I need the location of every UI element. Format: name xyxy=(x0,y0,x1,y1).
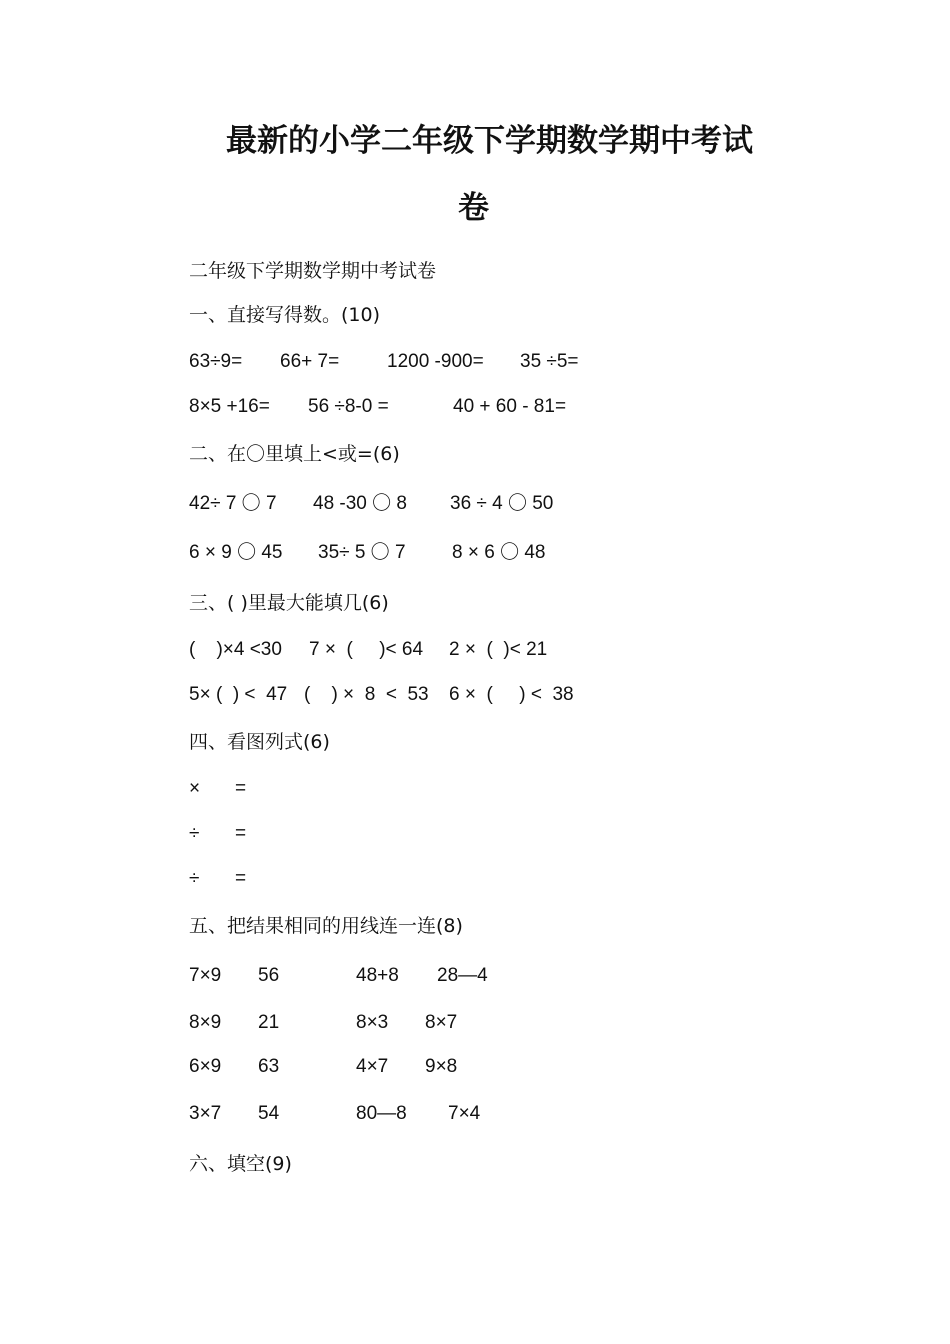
section-3-row-2 xyxy=(189,683,789,707)
blank-problem: 5× ( ) < 47 xyxy=(189,684,288,705)
match-item: 8×9 xyxy=(189,1012,222,1033)
section-2-row-2 xyxy=(189,541,789,565)
match-item: 6×9 xyxy=(189,1056,222,1077)
blank-problem: 7 × ( )< 64 xyxy=(309,639,424,660)
problem: 40 + 60 - 81= xyxy=(453,396,567,417)
problem: 56 ÷8-0 = xyxy=(308,396,389,417)
section-4-heading: 四、看图列式(6) xyxy=(189,731,330,753)
operator: ÷ xyxy=(189,868,200,889)
match-item: 9×8 xyxy=(425,1056,458,1077)
match-item: 8×7 xyxy=(425,1012,458,1033)
blank-problem: 2 × ( )< 21 xyxy=(449,639,548,660)
section-1-row-1 xyxy=(189,350,789,374)
section-5-row-3 xyxy=(189,1055,689,1079)
comparison: 6 × 9 〇 45 xyxy=(189,542,283,563)
section-2-row-1 xyxy=(189,492,789,516)
match-item: 63 xyxy=(258,1056,280,1077)
section-4-row-2 xyxy=(189,822,389,846)
section-4-row-3 xyxy=(189,867,389,891)
section-3-row-1 xyxy=(189,638,789,662)
match-item: 21 xyxy=(258,1012,280,1033)
match-item: 7×9 xyxy=(189,965,222,986)
problem: 66+ 7= xyxy=(280,351,340,372)
section-5-row-4 xyxy=(189,1102,689,1126)
problem: 1200 -900= xyxy=(387,351,484,372)
problem: 63÷9= xyxy=(189,351,243,372)
section-5-row-2 xyxy=(189,1011,689,1035)
comparison: 35÷ 5 〇 7 xyxy=(318,542,406,563)
comparison: 8 × 6 〇 48 xyxy=(452,542,546,563)
match-item: 48+8 xyxy=(356,965,399,986)
page-title: 最新的小学二年级下学期数学期中考试 xyxy=(226,123,753,159)
equals: = xyxy=(235,868,247,889)
section-6-heading: 六、填空(9) xyxy=(189,1153,292,1175)
section-2-heading: 二、在〇里填上<或=(6) xyxy=(189,443,400,465)
section-3-heading: 三、( )里最大能填几(6) xyxy=(189,592,389,614)
match-item: 7×4 xyxy=(448,1103,481,1124)
page-title-continued: 卷 xyxy=(458,190,489,226)
comparison: 36 ÷ 4 〇 50 xyxy=(450,493,554,514)
comparison: 42÷ 7 〇 7 xyxy=(189,493,277,514)
blank-problem: 6 × ( ) < 38 xyxy=(449,684,574,705)
section-5-row-1 xyxy=(189,964,689,988)
section-4-row-1 xyxy=(189,777,389,801)
section-1-heading: 一、直接写得数。(10) xyxy=(189,304,381,326)
blank-problem: ( )×4 <30 xyxy=(189,639,282,660)
operator: ÷ xyxy=(189,823,200,844)
equals: = xyxy=(235,778,247,799)
section-1-row-2 xyxy=(189,395,789,419)
problem: 35 ÷5= xyxy=(520,351,579,372)
match-item: 56 xyxy=(258,965,280,986)
match-item: 80—8 xyxy=(356,1103,407,1124)
comparison: 48 -30 〇 8 xyxy=(313,493,407,514)
operator: × xyxy=(189,778,201,799)
match-item: 54 xyxy=(258,1103,280,1124)
problem: 8×5 +16= xyxy=(189,396,270,417)
match-item: 8×3 xyxy=(356,1012,389,1033)
match-item: 28—4 xyxy=(437,965,488,986)
match-item: 4×7 xyxy=(356,1056,389,1077)
subtitle: 二年级下学期数学期中考试卷 xyxy=(189,260,437,282)
match-item: 3×7 xyxy=(189,1103,222,1124)
equals: = xyxy=(235,823,247,844)
blank-problem: ( ) × 8 < 53 xyxy=(304,684,429,705)
section-5-heading: 五、把结果相同的用线连一连(8) xyxy=(189,915,463,937)
